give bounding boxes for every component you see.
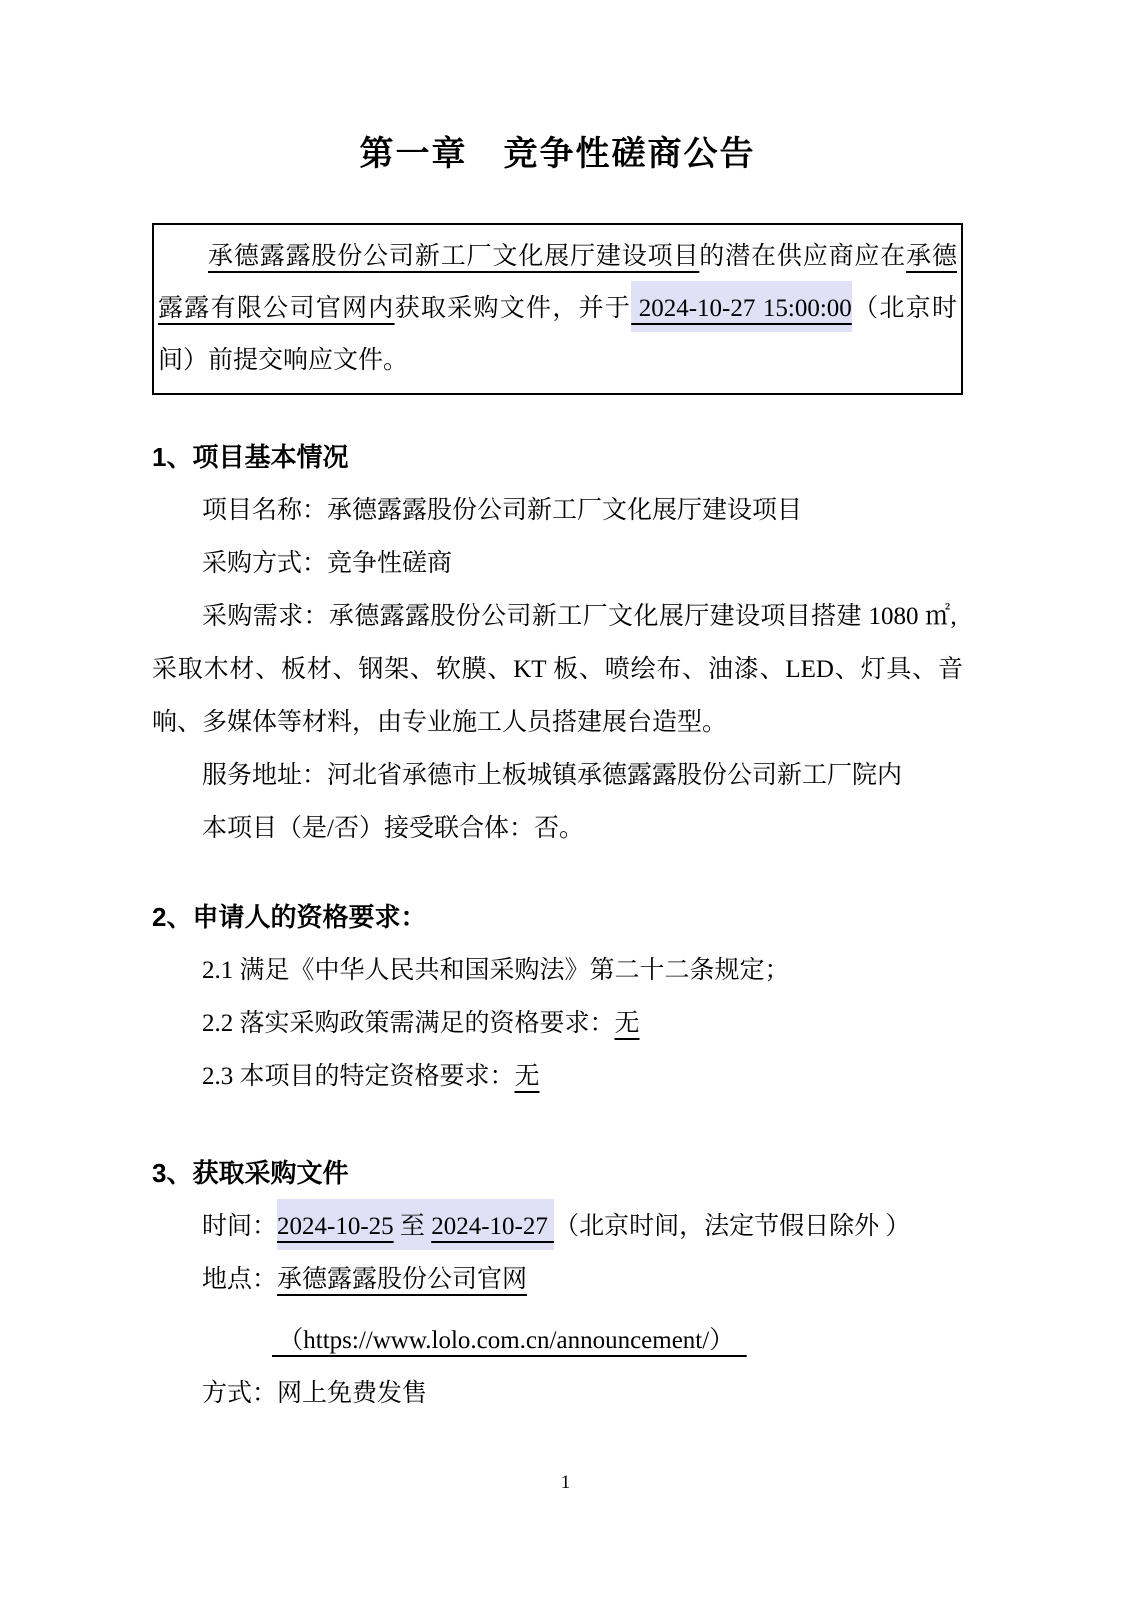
consortium-line: 本项目（是/否）接受联合体：否。 [202,815,584,842]
page-title: 第一章 竞争性磋商公告 [359,135,756,173]
qualification-item-3-value: 无 [514,1063,540,1090]
time-start-date-highlight: 2024-10-25 [277,1199,394,1250]
time-end-date-highlight: 2024-10-27 [431,1199,554,1250]
place-value: 承德露露股份公司官网 [277,1266,528,1293]
notice-box [152,223,963,395]
notice-text-run: （北京时间）前提交响应文件。 [158,295,957,374]
time-label: 时间： [202,1213,278,1240]
qualification-item-1: 2.1 满足《中华人民共和国采购法》第二十二条规定； [202,957,790,984]
notice-text-run: 的潜在供应商应在 [699,243,907,270]
section-1-heading: 1、项目基本情况 [152,442,349,472]
service-address-line: 服务地址：河北省承德市上板城镇承德露露股份公司新工厂院内 [202,762,903,789]
qualification-item-3-label: 2.3 本项目的特定资格要求： [202,1063,515,1090]
document-url-line [152,1314,963,1367]
document-place-line [152,1253,963,1306]
project-name-line: 项目名称：承德露露股份公司新工厂文化展厅建设项目 [202,497,803,524]
qualification-item-2-label: 2.2 落实采购政策需满足的资格要求： [202,1010,615,1037]
time-suffix: （北京时间，法定节假日除外 ） [554,1213,911,1240]
section-3-heading: 3、获取采购文件 [152,1158,349,1188]
time-separator-highlight: 至 [394,1199,432,1250]
page-number: 1 [560,1472,571,1493]
section-2-heading: 2、申请人的资格要求： [152,902,427,932]
notice-text-run: 获取采购文件，并于 [394,295,632,322]
website-url: （https://www.lolo.com.cn/announcement/） [272,1327,747,1354]
qualification-item-2-value: 无 [614,1010,640,1037]
qualification-item-2 [152,997,963,1050]
procurement-requirement-paragraph: 采购需求：承德露露股份公司新工厂文化展厅建设项目搭建 1080 ㎡, 采取木材、板材、钢架、软膜、KT 板、喷绘布、油漆、LED、灯具、音响、多媒体等材料，由专业施工人员搭建展台造型。 [152,603,963,736]
document-method-line: 方式：网上免费发售 [202,1380,428,1407]
qualification-item-3 [152,1050,963,1103]
notice-project-name: 承德露露股份公司新工厂文化展厅建设项目 [208,243,700,270]
notice-paragraph [158,231,957,387]
document-time-line [152,1200,963,1253]
place-label: 地点： [202,1266,278,1293]
procurement-method-line: 采购方式：竞争性磋商 [202,550,453,577]
notice-website-phrase: 承德露露有限公司官网内 [158,243,957,322]
notice-deadline-highlight: 2024-10-27 15:00:00 [631,281,852,332]
